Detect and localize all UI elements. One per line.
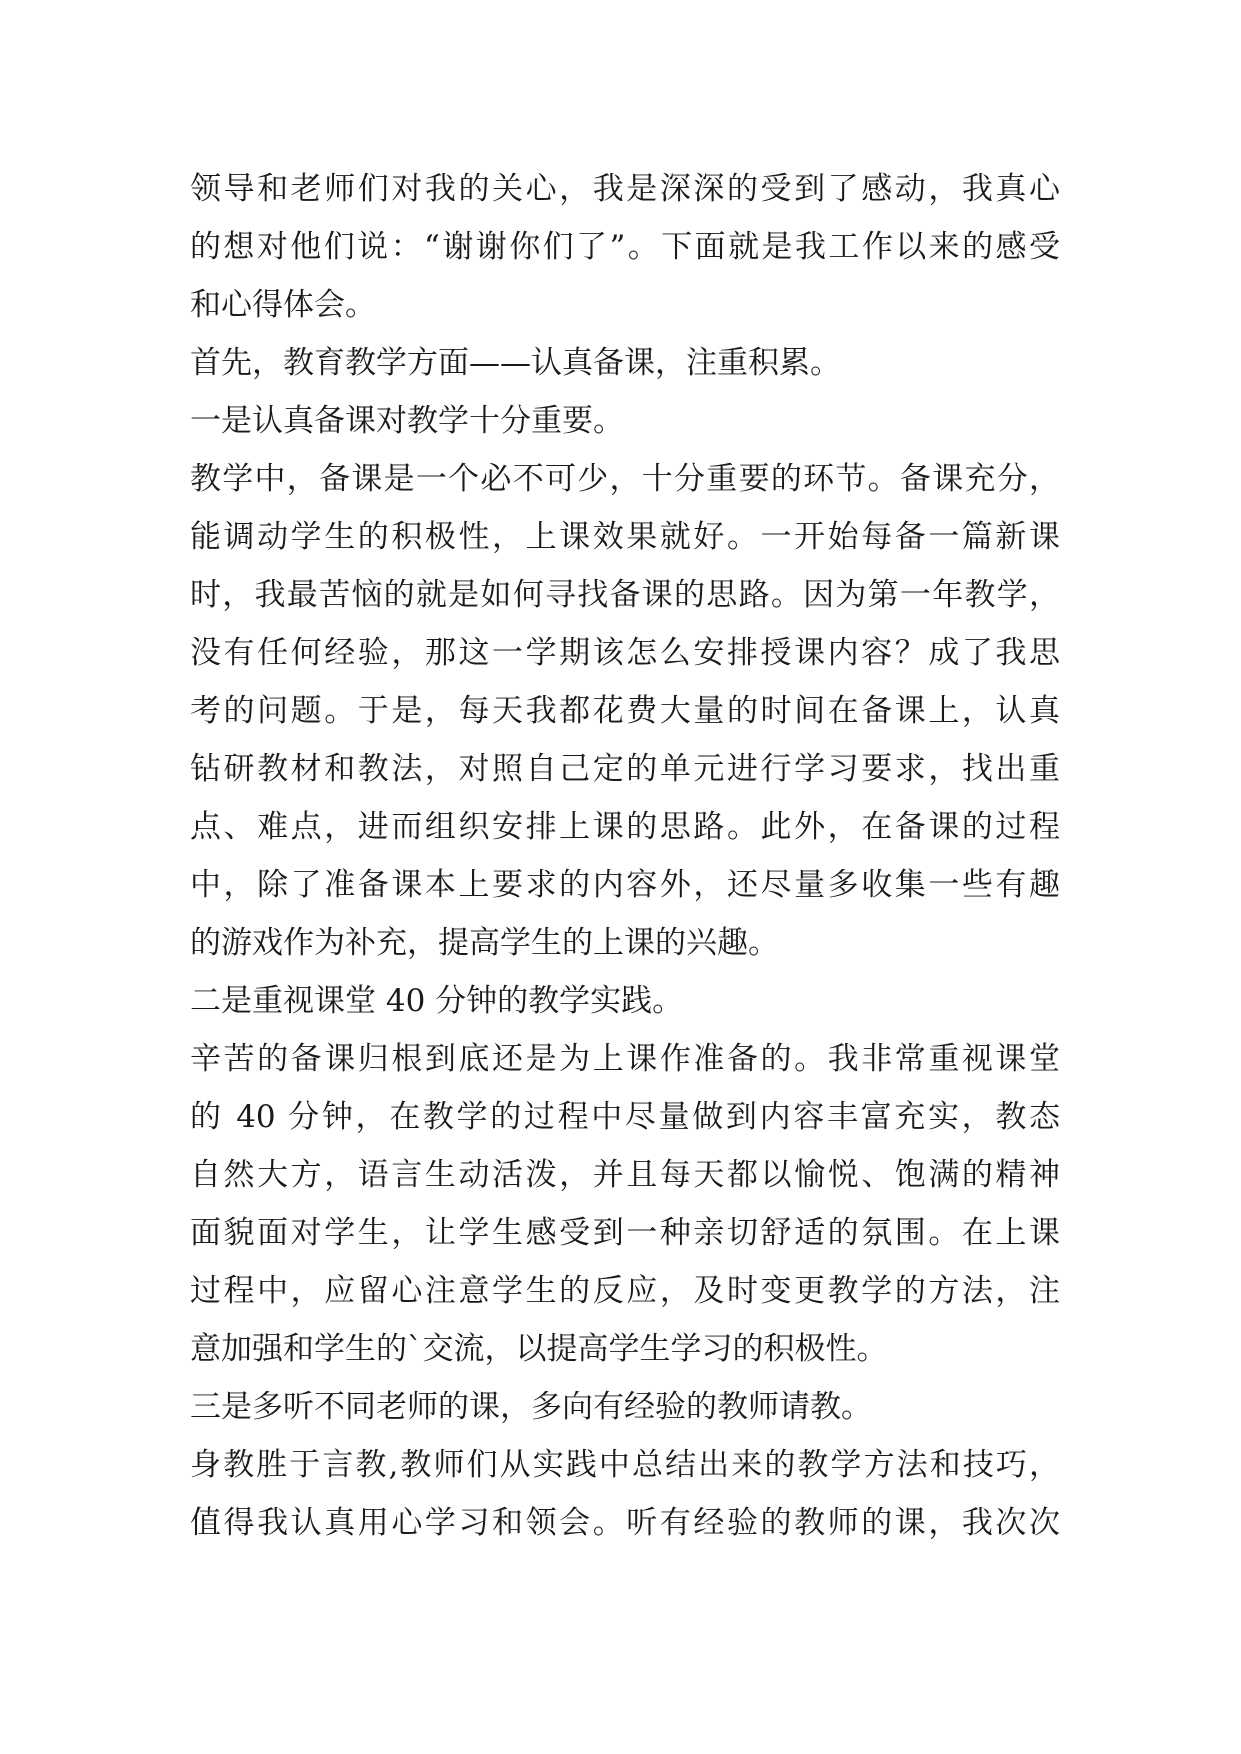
subheading-line: 三是多听不同老师的课，多向有经验的教师请教。 bbox=[190, 1389, 872, 1425]
text-line: 教学中，备课是一个必不可少，十分重要的环节。备课充分， bbox=[190, 461, 1060, 497]
text-line: 面貌面对学生，让学生感受到一种亲切舒适的氛围。在上课 bbox=[190, 1215, 1060, 1251]
heading-line: 首先，教育教学方面——认真备课，注重积累。 bbox=[190, 345, 841, 381]
text-line: 和心得体会。 bbox=[190, 287, 376, 323]
text-line: 自然大方，语言生动活泼，并且每天都以愉悦、饱满的精神 bbox=[190, 1157, 1060, 1193]
text-line: 中，除了准备课本上要求的内容外，还尽量多收集一些有趣 bbox=[190, 867, 1060, 903]
text-line: 考的问题。于是，每天我都花费大量的时间在备课上，认真 bbox=[190, 693, 1060, 729]
text-line: 时，我最苦恼的就是如何寻找备课的思路。因为第一年教学， bbox=[190, 577, 1060, 613]
document-body bbox=[190, 160, 1060, 1552]
text-line: 辛苦的备课归根到底还是为上课作准备的。我非常重视课堂 bbox=[190, 1041, 1060, 1077]
text-line: 钻研教材和教法，对照自己定的单元进行学习要求，找出重 bbox=[190, 751, 1060, 787]
text-line: 身教胜于言教,教师们从实践中总结出来的教学方法和技巧， bbox=[190, 1447, 1060, 1483]
text-line: 值得我认真用心学习和领会。听有经验的教师的课，我次次 bbox=[190, 1505, 1060, 1541]
subheading-line: 一是认真备课对教学十分重要。 bbox=[190, 403, 624, 439]
text-line: 过程中，应留心注意学生的反应，及时变更教学的方法，注 bbox=[190, 1273, 1060, 1309]
subheading-line: 二是重视课堂 40 分钟的教学实践。 bbox=[190, 983, 684, 1019]
text-line: 领导和老师们对我的关心，我是深深的受到了感动，我真心 bbox=[190, 171, 1060, 207]
text-line: 没有任何经验，那这一学期该怎么安排授课内容？成了我思 bbox=[190, 635, 1060, 671]
text-line: 的 40 分钟，在教学的过程中尽量做到内容丰富充实，教态 bbox=[190, 1099, 1060, 1135]
text-line: 意加强和学生的`交流，以提高学生学习的积极性。 bbox=[190, 1331, 888, 1367]
text-line: 能调动学生的积极性，上课效果就好。一开始每备一篇新课 bbox=[190, 519, 1060, 555]
text-line: 的想对他们说：“谢谢你们了”。下面就是我工作以来的感受 bbox=[190, 229, 1060, 265]
text-line: 的游戏作为补充，提高学生的上课的兴趣。 bbox=[190, 925, 779, 961]
text-line: 点、难点，进而组织安排上课的思路。此外，在备课的过程 bbox=[190, 809, 1060, 845]
